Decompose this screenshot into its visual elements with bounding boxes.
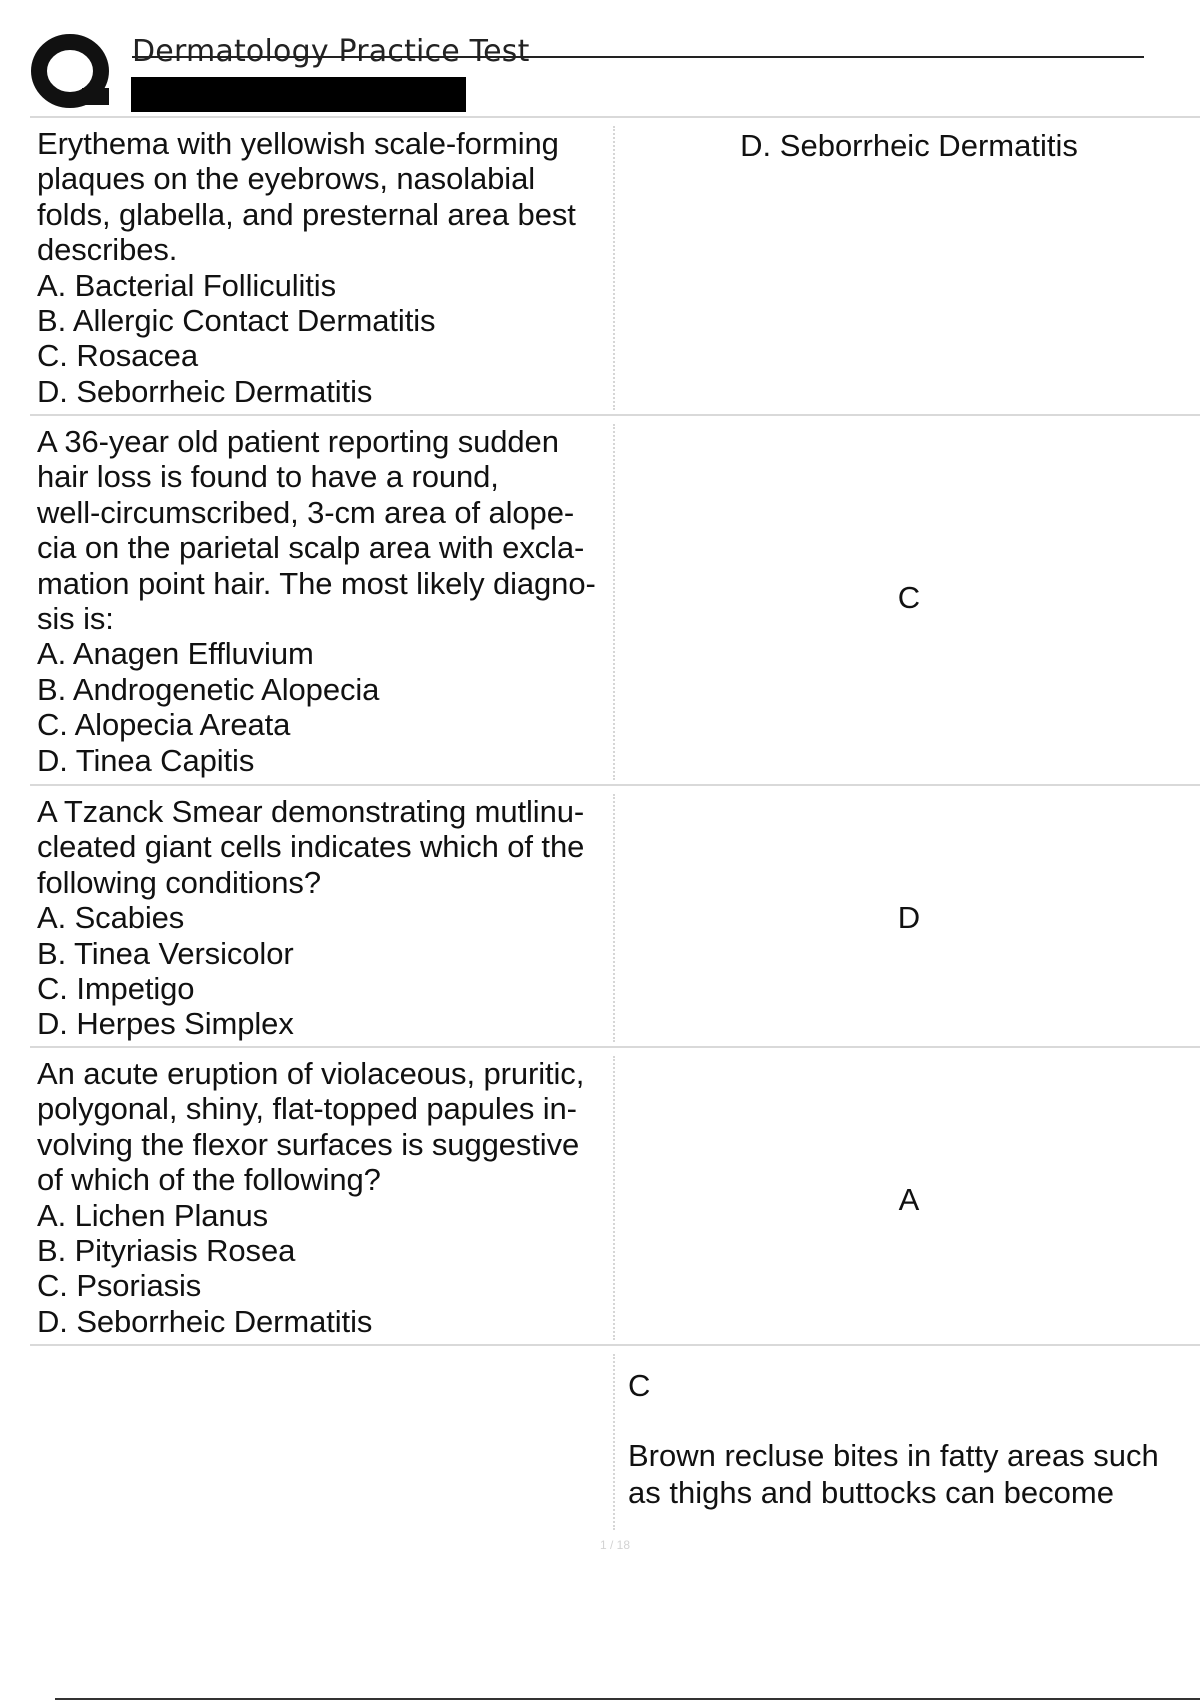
option-b: B. Androgenetic Alopecia (37, 671, 380, 707)
question-line: An acute eruption of violaceous, pruritic, (37, 1056, 585, 1091)
question-line: plaques on the eyebrows, nasolabial (37, 161, 536, 197)
explanation-line: Brown recluse bites in fatty areas such (628, 1438, 1159, 1473)
option-c: C. Rosacea (37, 338, 198, 374)
option-c: C. Impetigo (37, 971, 195, 1007)
question-text (37, 126, 617, 409)
answer-text: D (897, 900, 921, 935)
redacted-bar (131, 77, 466, 112)
title-rule (132, 56, 1144, 58)
column-divider (613, 126, 615, 410)
answer-text: C (628, 1368, 651, 1403)
page-number: 1 / 18 (600, 1538, 631, 1552)
column-divider (613, 1056, 615, 1340)
question-line: Erythema with yellowish scale-forming (37, 126, 559, 161)
question-line: polygonal, shiny, flat-topped papules in- (37, 1091, 577, 1127)
column-divider (613, 424, 615, 780)
option-d: D. Seborrheic Dermatitis (37, 1303, 373, 1339)
document-title: Dermatology Practice Test (132, 34, 530, 69)
flashcard-5 (30, 1344, 1200, 1536)
option-a: A. Bacterial Folliculitis (37, 267, 336, 303)
question-line: cleated giant cells indicates which of the (37, 829, 585, 865)
column-divider (613, 1354, 615, 1530)
explanation-line: as thighs and buttocks can become (628, 1475, 1114, 1510)
explanation-text (628, 1437, 1200, 1511)
question-line: describes. (37, 232, 178, 268)
question-text (37, 1056, 617, 1339)
option-c: C. Alopecia Areata (37, 707, 291, 743)
question-line: of which of the following? (37, 1162, 381, 1198)
question-text (37, 424, 617, 778)
answer-text: C (897, 580, 921, 615)
question-line: sis is: (37, 601, 114, 637)
question-line: following conditions? (37, 864, 321, 900)
option-d: D. Seborrheic Dermatitis (37, 373, 373, 409)
answer-text: D. Seborrheic Dermatitis (740, 128, 1078, 163)
question-line: hair loss is found to have a round, (37, 459, 499, 495)
option-d: D. Tinea Capitis (37, 742, 255, 778)
question-line: folds, glabella, and presternal area best (37, 196, 576, 232)
question-line: A 36-year old patient reporting sudden (37, 424, 559, 459)
question-line: volving the flexor surfaces is suggestive (37, 1126, 580, 1162)
column-divider (613, 794, 615, 1042)
answer-text: A (898, 1182, 920, 1217)
option-c: C. Psoriasis (37, 1268, 202, 1304)
option-b: B. Allergic Contact Dermatitis (37, 303, 436, 339)
question-line: mation point hair. The most likely diagno- (37, 565, 596, 601)
option-d: D. Herpes Simplex (37, 1006, 294, 1042)
flashcard-1 (30, 116, 1200, 416)
flashcard-3 (30, 784, 1200, 1048)
flashcard-4 (30, 1046, 1200, 1346)
option-a: A. Lichen Planus (37, 1197, 269, 1233)
option-a: A. Anagen Effluvium (37, 636, 314, 672)
question-line: well-circumscribed, 3-cm area of alope- (37, 494, 575, 530)
question-line: A Tzanck Smear demonstrating mutlinu- (37, 794, 585, 829)
question-text (37, 794, 617, 1042)
flashcard-2 (30, 414, 1200, 786)
option-b: B. Tinea Versicolor (37, 935, 294, 971)
option-b: B. Pityriasis Rosea (37, 1233, 296, 1269)
q-logo-icon (30, 30, 112, 112)
option-a: A. Scabies (37, 900, 185, 936)
question-line: cia on the parietal scalp area with excla- (37, 530, 585, 566)
